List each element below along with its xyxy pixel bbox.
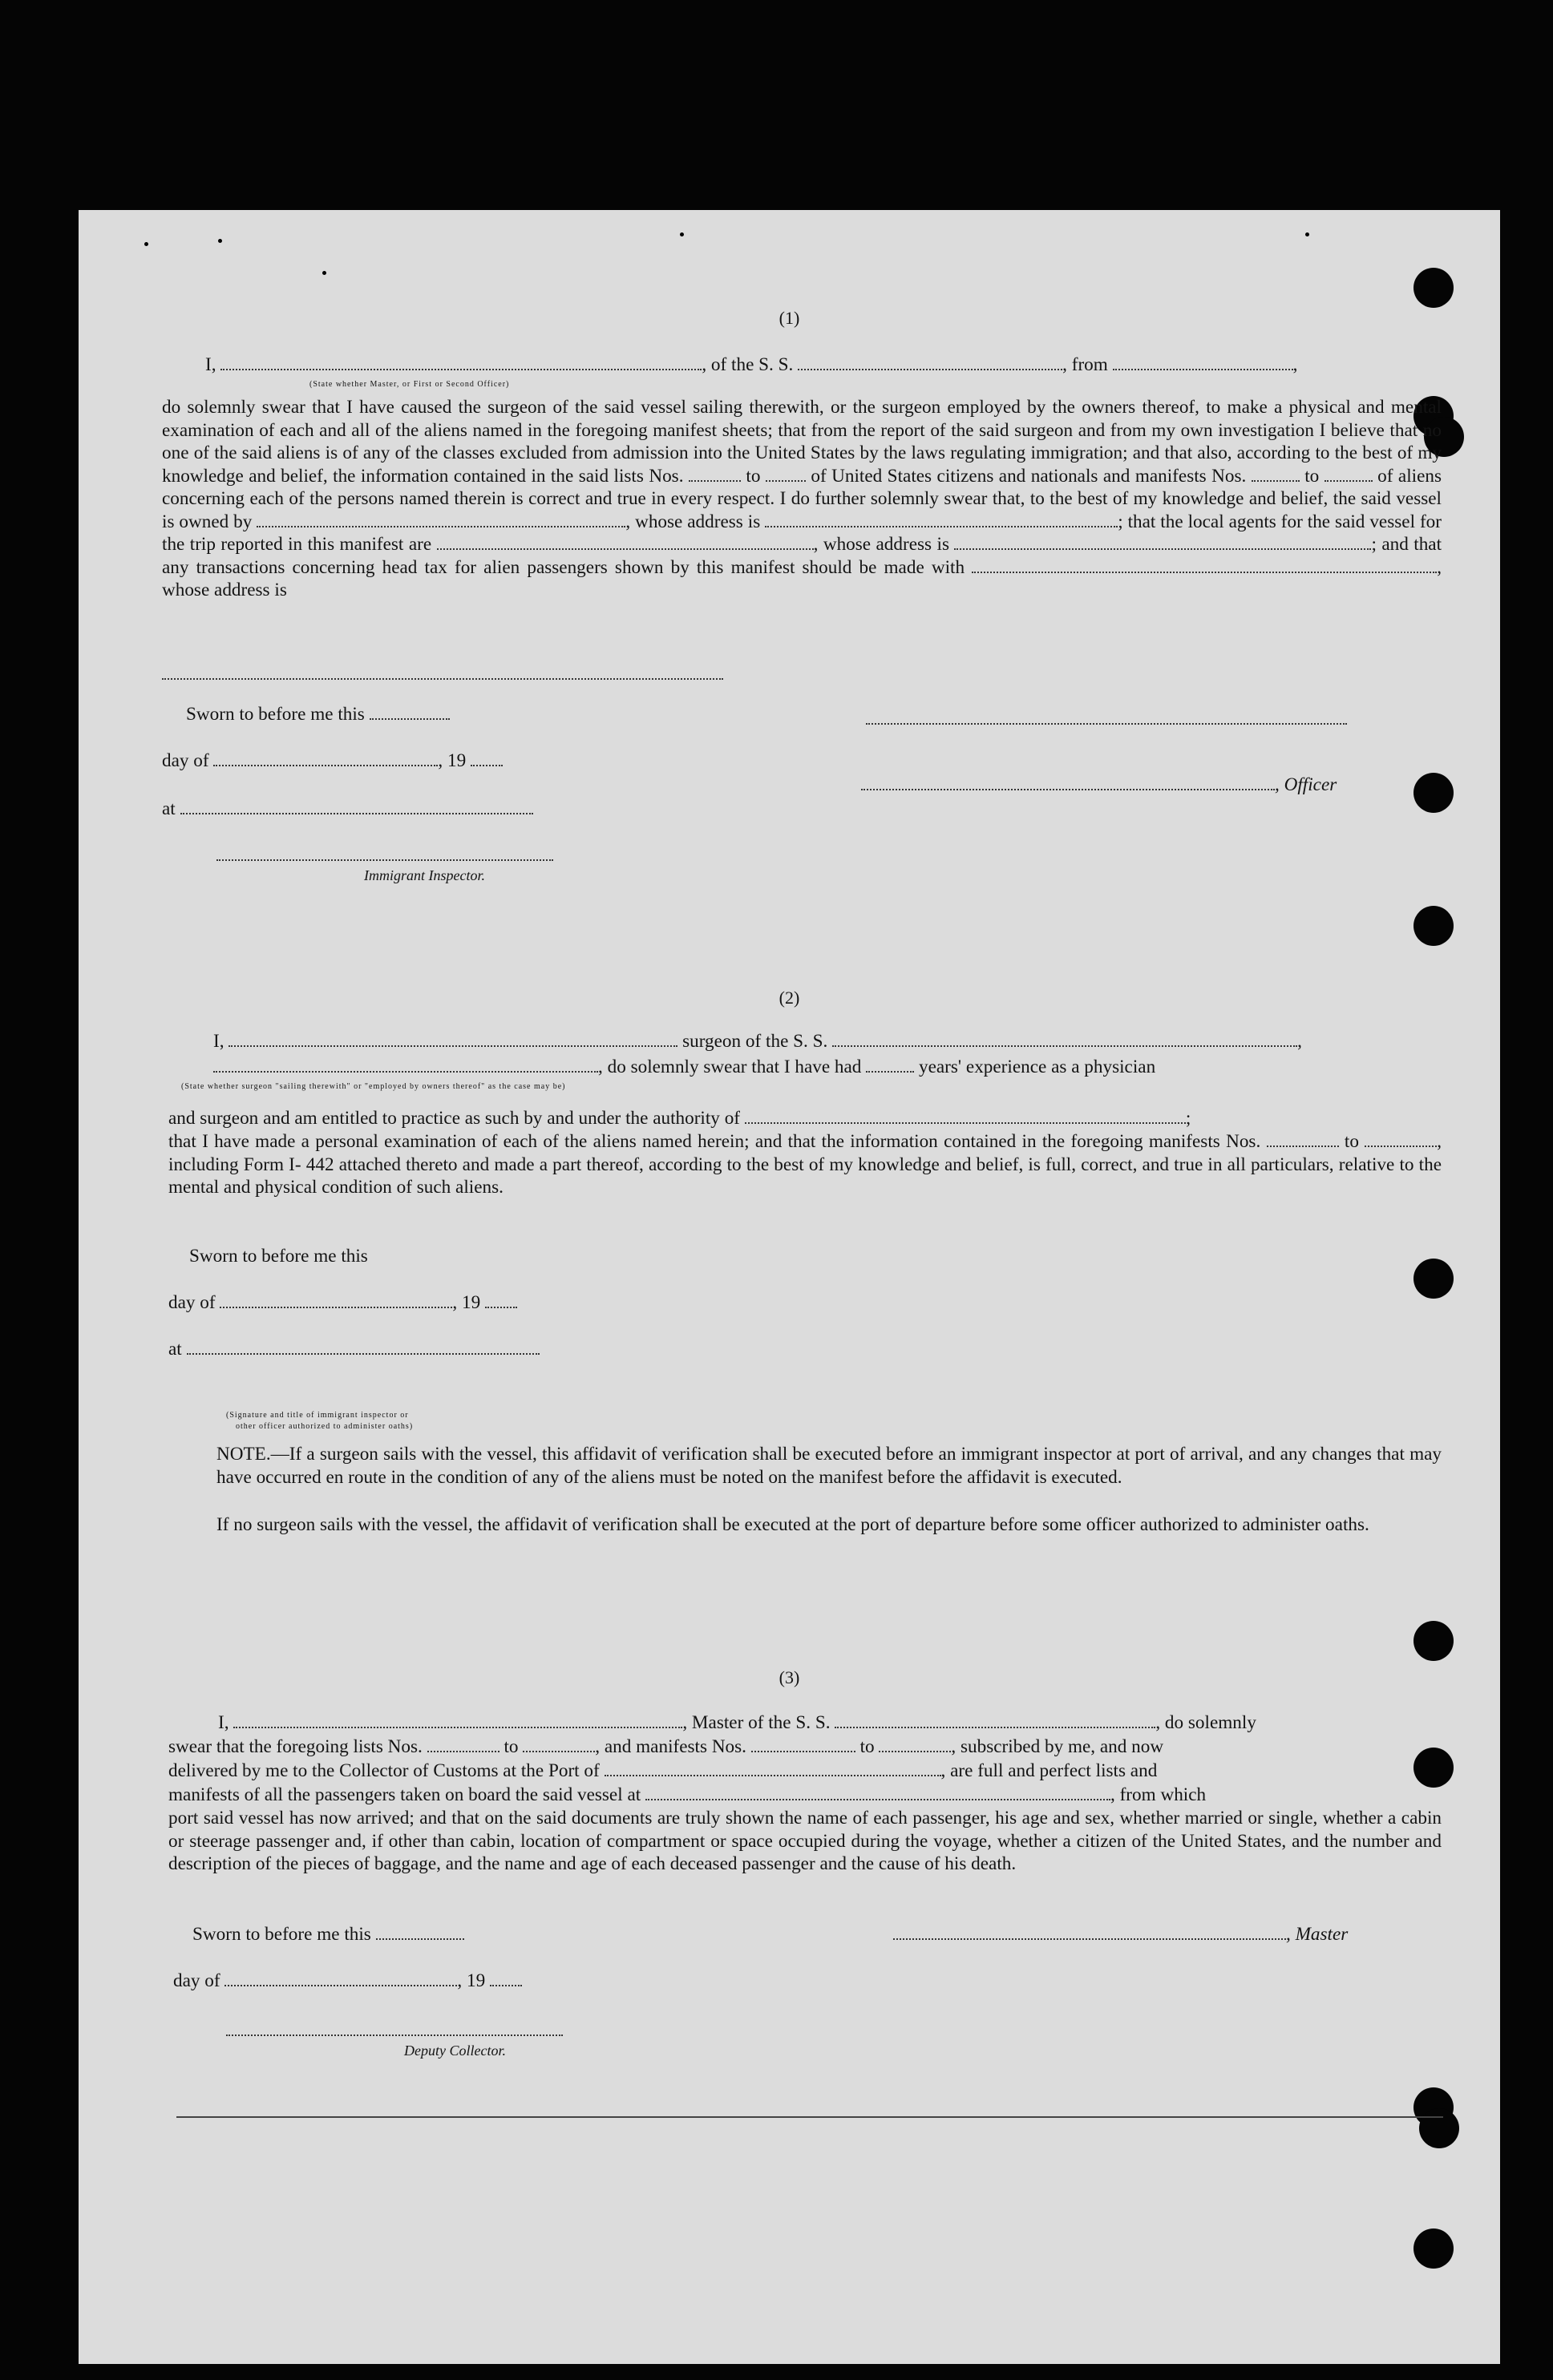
s2-day-label: day of <box>168 1292 216 1313</box>
bottom-rule <box>176 2116 1443 2118</box>
s2-note-text2: If no surgeon sails with the vessel, the affidavit of verification shall be executed at the port of departure before some officer authorized to administer oaths. <box>216 1514 1369 1535</box>
s3-do-solemnly: , do solemnly <box>1155 1712 1256 1733</box>
s3-port-blank <box>605 1762 941 1776</box>
s2-year-blank <box>485 1294 517 1308</box>
s1-vessel-blank <box>798 356 1062 370</box>
s3-sworn-blank <box>376 1925 464 1940</box>
s1-from: , from <box>1062 354 1108 375</box>
s2-surgeon-name-blank <box>229 1032 677 1047</box>
s1-local-agents: that the local agents for the said vessel for the trip reported in this manifest are <box>162 511 1442 555</box>
speck <box>322 271 326 275</box>
s1-at-blank <box>180 800 533 814</box>
s1-owned-by: the said vessel is owned by <box>162 488 1442 532</box>
s2-body1: and surgeon and am entitled to practice as such by and under the authority of <box>168 1108 741 1129</box>
s2-i: I, <box>213 1031 224 1052</box>
s3-master-sign <box>893 1924 1348 1946</box>
s3-line2c: , subscribed by me, and now <box>951 1736 1164 1757</box>
s3-to: to <box>504 1736 519 1757</box>
s1-to: to <box>746 465 761 487</box>
s1-comma: , <box>813 534 819 555</box>
s3-line4b: , from which <box>1110 1784 1207 1805</box>
s2-day-blank <box>220 1294 452 1308</box>
s1-whose-address2: whose address is <box>823 534 949 555</box>
s3-year: , 19 <box>457 1970 486 1991</box>
s1-passengers: passengers shown by this manifest should be made with <box>527 556 965 578</box>
punch-hole <box>1413 906 1454 946</box>
s2-at <box>168 1339 540 1360</box>
s2-year: , 19 <box>452 1292 481 1313</box>
s3-line2b: , and manifests Nos. <box>595 1736 746 1757</box>
s2-note-text: NOTE.—If a surgeon sails with the vessel, this affidavit of verification shall be executed before an immigrant inspector at port of arrival, and any changes that may have occurred en route in the condition of any of the aliens must be noted on the manifest before the affidavit is executed. <box>216 1444 1442 1488</box>
s3-line1 <box>218 1712 1256 1734</box>
s1-officer-blank <box>220 356 702 370</box>
s3-line2a: swear that the foregoing lists Nos. <box>168 1736 423 1757</box>
s1-i: I, <box>205 354 216 375</box>
s1-officer-sign-blank <box>861 776 1275 790</box>
s3-master-label: , Master <box>1286 1924 1349 1945</box>
s1-body <box>162 396 1442 602</box>
s3-manifest-to-blank <box>879 1738 951 1752</box>
s2-body3a: foregoing manifests Nos. <box>1070 1131 1261 1152</box>
s1-to2: to <box>1304 465 1320 487</box>
punch-hole <box>1419 2108 1459 2148</box>
speck <box>680 232 684 236</box>
s3-line2 <box>168 1736 1163 1758</box>
s3-line4 <box>168 1784 1206 1806</box>
section-1-number: (1) <box>779 308 800 328</box>
s3-master-blank <box>233 1714 682 1728</box>
punch-hole <box>1413 1748 1454 1788</box>
s1-owner-address-blank <box>765 513 1118 527</box>
s1-address-continuation <box>162 678 723 680</box>
s2-body4: the best of my knowledge and belief, is full, correct, and true in all particulars, relative to the mental and physical condition of such aliens. <box>168 1154 1442 1198</box>
s2-manifest-from-blank <box>1267 1133 1339 1147</box>
s1-sworn-blank <box>370 705 450 720</box>
s2-surgeon-of: surgeon of the S. S. <box>682 1031 828 1052</box>
s2-at-label: at <box>168 1339 182 1360</box>
punch-hole <box>1413 773 1454 813</box>
s3-to2: to <box>859 1736 875 1757</box>
s1-at <box>162 798 533 820</box>
s2-swear: , do solemnly swear that I have had <box>598 1057 862 1077</box>
s1-head-tax-blank <box>972 559 1437 573</box>
s1-day-label: day of <box>162 750 209 771</box>
punch-hole <box>1413 1259 1454 1299</box>
s2-manifest-to-blank <box>1365 1133 1437 1147</box>
s3-vessel-blank <box>835 1714 1155 1728</box>
s2-body3b: , including Form I- 442 attached thereto and made a part thereof, according to <box>168 1131 1442 1175</box>
s3-day-label: day of <box>173 1970 220 1991</box>
s1-sworn <box>186 704 450 725</box>
s3-day <box>173 1970 522 1992</box>
s1-agents-address-blank <box>954 535 1371 550</box>
s3-list-to-blank <box>523 1738 595 1752</box>
s1-sworn-label: Sworn to before me this <box>186 704 365 725</box>
s2-line1 <box>213 1031 1302 1053</box>
s1-at-label: at <box>162 798 176 819</box>
punch-hole <box>1413 2228 1454 2269</box>
s2-sworn-label: Sworn to before me this <box>189 1246 368 1267</box>
s3-line3a: delivered by me to the Collector of Customs at the Port of <box>168 1760 600 1781</box>
s1-day <box>162 750 503 772</box>
s2-surgeon-type-blank <box>213 1058 598 1073</box>
s2-comma: , <box>1297 1031 1302 1052</box>
s2-years: years' experience as a physician <box>919 1057 1156 1077</box>
s2-body2: that I have made a personal examination of each of the aliens named herein; and that the information contained in the <box>168 1131 1066 1152</box>
speck <box>1305 232 1309 236</box>
section-3-number: (3) <box>779 1667 800 1687</box>
s3-manifest-from-blank <box>751 1738 855 1752</box>
s1-semicolon: ; <box>1118 511 1123 532</box>
s3-line3 <box>168 1760 1157 1782</box>
s3-deputy: Deputy Collector. <box>404 2043 506 2059</box>
s1-body1: do solemnly swear that I have caused the surgeon of the said vessel sailing therewith, or the surgeon employed by the owners thereof, to make a physical and mental examination of each and all of the aliens named in the foregoing manifest sheets; that from the report of the said surgeon and from my own investigation I believe that no one of the said aliens is of any of the classes excluded from admission into the United States by the laws regulating immigration; and that also, according to the best of my knowledge and belief, the information contained in the said lists Nos. <box>162 397 1442 487</box>
s1-of-ss: , of the S. S. <box>702 354 794 375</box>
s3-body: port said vessel has now arrived; and that on the said documents are truly shown the name of each passenger, his age and sex, whether married or single, whether a cabin or steerage passenger and, if other than cabin, location of compartment or space occupied during the voyage, whether a citizen of the United States, and the number and description of the pieces of baggage, and the name and age of each deceased passenger and the cause of his death. <box>168 1808 1442 1874</box>
s1-manifest-from-blank <box>1252 467 1300 482</box>
s1-year: , 19 <box>438 750 467 771</box>
s1-body3: of aliens concerning each of the persons named therein is correct and true in every respect. I do further solemnly swear that, to the best of my knowledge and belief, <box>162 465 1442 509</box>
s1-owner-blank <box>257 513 625 527</box>
s2-sig-note2: other officer authorized to administer oaths) <box>236 1422 414 1431</box>
s3-year-blank <box>490 1972 522 1986</box>
s1-body2: of United States citizens and nationals and manifests Nos. <box>811 465 1247 487</box>
s3-master-of: , Master of the S. S. <box>682 1712 831 1733</box>
s3-day-blank <box>224 1972 457 1986</box>
s1-day-blank <box>213 752 438 766</box>
speck <box>144 242 148 246</box>
s1-whose-address: , whose address is <box>625 511 761 532</box>
s1-head-tax: ; and that any transactions concerning head tax for alien <box>162 534 1442 578</box>
s2-to: to <box>1344 1131 1359 1152</box>
s2-semicolon: ; <box>1185 1108 1191 1129</box>
punch-hole <box>1413 268 1454 308</box>
s1-whose-address3: , whose address is <box>162 556 1442 600</box>
s1-manifest-to-blank <box>1324 467 1373 482</box>
s1-officer <box>861 774 1337 796</box>
punch-hole <box>1413 1621 1454 1661</box>
s2-note: (State whether surgeon "sailing therewith" or "employed by owners thereof" as the case may be) <box>181 1082 566 1091</box>
s2-authority-blank <box>745 1109 1186 1124</box>
s3-sworn <box>192 1924 464 1946</box>
s1-officer-label: , Officer <box>1275 774 1337 795</box>
s2-sworn <box>189 1246 368 1267</box>
s1-signature-line <box>866 723 1347 725</box>
speck <box>218 239 222 243</box>
section-2-number: (2) <box>779 988 800 1008</box>
s1-inspector-line <box>216 859 553 861</box>
s2-day <box>168 1292 517 1314</box>
s2-line3 <box>168 1108 1191 1129</box>
s1-list-from-blank <box>689 467 741 482</box>
s3-master-sign-blank <box>893 1925 1286 1940</box>
s1-from-blank <box>1113 356 1293 370</box>
s1-inspector: Immigrant Inspector. <box>364 867 485 883</box>
s2-body <box>168 1130 1442 1199</box>
s2-vessel-blank <box>832 1032 1297 1047</box>
s1-line1: I, , of the S. S. , from , <box>205 354 1298 375</box>
manifest-page <box>79 210 1500 2364</box>
s3-i: I, <box>218 1712 229 1733</box>
s3-deputy-line <box>226 2035 563 2036</box>
s2-years-blank <box>866 1058 914 1073</box>
s3-list-from-blank <box>427 1738 499 1752</box>
s3-boarded-at-blank <box>645 1786 1110 1800</box>
s1-master-note: (State whether Master, or First or Second Officer) <box>309 380 510 389</box>
s3-line4a: manifests of all the passengers taken on board the said vessel at <box>168 1784 641 1805</box>
s3-line3b: , are full and perfect lists and <box>940 1760 1158 1781</box>
s2-line2 <box>213 1057 1155 1078</box>
s1-list-to-blank <box>766 467 806 482</box>
s3-sworn-label: Sworn to before me this <box>192 1924 371 1945</box>
s1-agents-blank <box>437 535 814 550</box>
s1-year-blank <box>471 752 503 766</box>
s2-sig-note1: (Signature and title of immigrant inspector or <box>226 1411 409 1420</box>
s2-at-blank <box>187 1340 540 1355</box>
